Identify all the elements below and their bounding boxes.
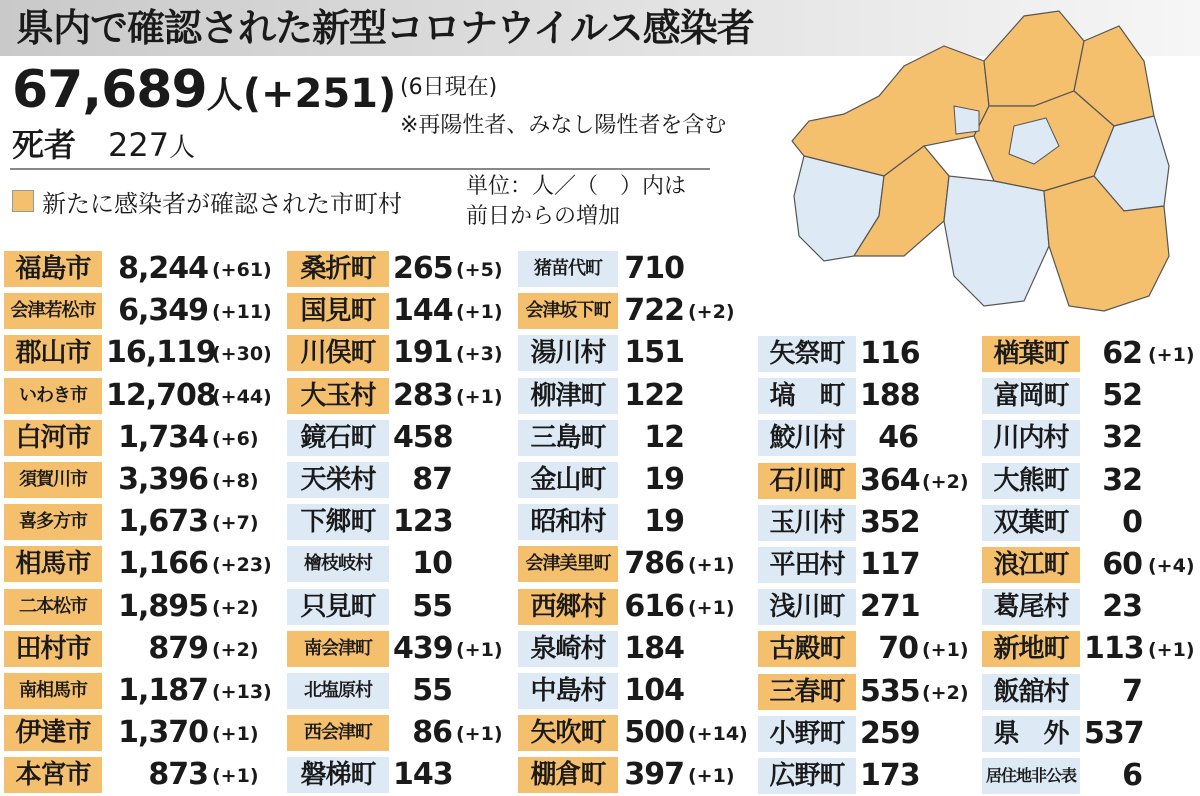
municipality-name: 湯川村: [518, 335, 618, 371]
case-count: 1,166: [118, 546, 208, 582]
municipality-row: [4, 545, 334, 583]
case-diff: (+1): [456, 385, 503, 408]
legend-label: 新たに感染者が確認された市町村: [42, 190, 402, 218]
municipality-name: 平田村: [758, 547, 856, 583]
page-title: 県内で確認された新型コロナウイルス感染者: [16, 6, 754, 50]
case-count: 1,673: [118, 504, 208, 540]
case-count: 1,187: [118, 673, 208, 708]
case-count: 16,119: [106, 335, 216, 371]
case-diff: (+4): [1148, 555, 1195, 577]
municipality-row: [518, 250, 848, 288]
municipality-name: 猪苗代町: [518, 251, 618, 287]
municipality-name: 大玉村: [287, 378, 389, 414]
municipality-name: 南会津町: [287, 631, 389, 667]
case-diff: (+1): [456, 723, 503, 746]
case-count: 191: [393, 335, 453, 371]
case-diff: (+1): [1148, 639, 1195, 662]
case-diff: (+5): [456, 259, 503, 281]
case-diff: (+23): [212, 554, 272, 577]
deaths-label: 死者: [12, 126, 77, 164]
case-count: 188: [860, 378, 920, 414]
municipality-name: 石川町: [758, 463, 856, 499]
case-count: 173: [860, 758, 920, 793]
municipality-name: 県 外: [982, 716, 1080, 752]
case-count: 6: [1122, 758, 1142, 793]
municipality-row: [982, 630, 1200, 668]
municipality-name: 柳津町: [518, 378, 618, 414]
case-count: 52: [1102, 378, 1142, 414]
case-diff: (+2): [922, 681, 969, 704]
total-unit: 人: [206, 75, 243, 116]
municipality-name: 相馬市: [4, 546, 102, 582]
municipality-name: 飯舘村: [982, 674, 1080, 710]
case-diff: (+6): [212, 427, 259, 450]
case-diff: (+1): [212, 765, 259, 788]
municipality-row: [982, 673, 1200, 711]
municipality-name: いわき市: [4, 378, 102, 414]
municipality-row: [4, 292, 334, 330]
case-diff: (+1): [688, 596, 735, 619]
municipality-name: 天栄村: [287, 462, 389, 498]
municipality-name: 三春町: [758, 674, 856, 710]
municipality-name: 国見町: [287, 293, 389, 329]
municipality-row: [518, 292, 848, 330]
municipality-row: [4, 461, 334, 499]
case-count: 397: [624, 757, 684, 793]
municipality-name: 須賀川市: [4, 462, 102, 498]
municipality-name: 三島町: [518, 420, 618, 456]
municipality-row: [982, 419, 1200, 457]
municipality-row: [982, 504, 1200, 542]
municipality-name: 西郷村: [518, 589, 618, 625]
municipality-name: 西会津町: [287, 715, 389, 751]
municipality-name: 塙 町: [758, 378, 856, 414]
municipality-row: [4, 588, 334, 626]
case-count: 184: [624, 630, 684, 666]
municipality-name: 大熊町: [982, 463, 1080, 499]
case-count: 123: [393, 504, 453, 540]
case-count: 122: [624, 377, 684, 413]
municipality-name: 下郷町: [287, 504, 389, 540]
municipality-row: [4, 250, 334, 288]
case-diff: (+44): [212, 385, 272, 408]
case-count: 710: [624, 251, 684, 286]
case-count: 879: [148, 630, 208, 666]
case-count: 722: [624, 293, 684, 329]
case-diff: (+11): [212, 301, 272, 324]
case-diff: (+1): [456, 301, 503, 324]
deaths-count: 227: [108, 126, 170, 164]
municipality-name: 葛尾村: [982, 589, 1080, 625]
case-count: 8,244: [118, 251, 208, 286]
case-count: 1,370: [118, 715, 208, 751]
municipality-name: 古殿町: [758, 631, 856, 667]
case-count: 3,396: [118, 462, 208, 497]
case-count: 439: [393, 630, 453, 666]
unit-note-line2: 前日からの増加: [466, 204, 621, 229]
case-count: 265: [393, 251, 453, 286]
legend-swatch: [12, 190, 34, 212]
municipality-name: 会津美里町: [518, 546, 618, 582]
case-count: 786: [624, 546, 684, 582]
municipality-row: [982, 715, 1200, 753]
municipality-row: [4, 419, 334, 457]
municipality-name: 中島村: [518, 673, 618, 709]
municipality-name: 南相馬市: [4, 673, 102, 709]
municipality-name: 福島市: [4, 251, 102, 287]
municipality-name: 桑折町: [287, 251, 389, 287]
case-count: 352: [860, 504, 920, 540]
count-note: ※再陽性者、みなし陽性者を含む: [400, 113, 727, 138]
municipality-name: 双葉町: [982, 505, 1080, 541]
map-region-lake: [954, 106, 979, 134]
case-count: 143: [393, 757, 453, 793]
municipality-name: 二本松市: [4, 589, 102, 625]
case-count: 46: [878, 420, 918, 456]
municipality-row: [982, 377, 1200, 415]
municipality-name: 広野町: [758, 758, 856, 794]
municipality-name: 白河市: [4, 420, 102, 456]
municipality-name: 金山町: [518, 462, 618, 498]
municipality-name: 富岡町: [982, 378, 1080, 414]
case-count: 535: [860, 673, 920, 709]
case-diff: (+14): [688, 723, 748, 746]
case-diff: (+13): [212, 681, 272, 703]
case-diff: (+7): [212, 512, 259, 535]
municipality-name: 浅川町: [758, 589, 856, 625]
case-count: 55: [412, 673, 452, 708]
municipality-row: [4, 503, 334, 541]
case-count: 60: [1102, 547, 1142, 582]
case-count: 19: [644, 462, 684, 497]
case-count: 364: [860, 462, 920, 498]
case-count: 616: [624, 588, 684, 624]
municipality-name: 川内村: [982, 420, 1080, 456]
case-count: 1,734: [118, 419, 208, 455]
case-count: 144: [393, 293, 453, 329]
case-count: 104: [624, 673, 684, 708]
municipality-name: 昭和村: [518, 504, 618, 540]
municipality-name: 小野町: [758, 716, 856, 752]
municipality-name: 只見町: [287, 589, 389, 625]
municipality-name: 会津若松市: [4, 293, 102, 329]
municipality-row: [982, 335, 1200, 373]
case-count: 259: [860, 715, 920, 751]
municipality-name: 川俣町: [287, 335, 389, 371]
deaths: [12, 120, 195, 166]
deaths-unit: 人: [169, 133, 196, 163]
case-count: 1,895: [118, 588, 208, 624]
municipality-row: [4, 630, 334, 668]
unit-note: [466, 172, 686, 232]
municipality-name: 会津坂下町: [518, 293, 618, 329]
case-diff: (+2): [212, 638, 259, 661]
case-count: 283: [393, 377, 453, 413]
municipality-row: [982, 546, 1200, 584]
municipality-name: 田村市: [4, 631, 102, 667]
case-diff: (+1): [1148, 344, 1195, 366]
municipality-name: 居住地非公表: [982, 758, 1080, 794]
case-count: 500: [624, 715, 684, 751]
municipality-row: [982, 462, 1200, 500]
municipality-name: 鮫川村: [758, 420, 856, 456]
municipality-name: 鏡石町: [287, 420, 389, 456]
municipality-name: 喜多方市: [4, 504, 102, 540]
case-diff: (+3): [456, 343, 503, 366]
case-count: 117: [860, 547, 920, 582]
case-diff: (+1): [688, 765, 735, 788]
case-count: 113: [1084, 631, 1144, 667]
municipality-name: 北塩原村: [287, 673, 389, 709]
total-count: 67,689: [12, 60, 207, 120]
municipality-name: 玉川村: [758, 505, 856, 541]
case-count: 151: [624, 335, 684, 371]
municipality-name: 磐梯町: [287, 757, 389, 793]
municipality-row: [4, 714, 334, 752]
case-count: 70: [878, 631, 918, 667]
case-count: 12,708: [106, 377, 216, 413]
municipality-row: [982, 757, 1200, 795]
case-count: 55: [412, 588, 452, 624]
case-count: 87: [412, 462, 452, 497]
municipality-row: [4, 334, 334, 372]
case-count: 0: [1122, 504, 1142, 540]
as-of-date: (6日現在): [400, 75, 498, 100]
case-count: 12: [644, 419, 684, 455]
map-region-kenpoku: [984, 11, 1084, 106]
municipality-name: 棚倉町: [518, 757, 618, 793]
case-count: 62: [1102, 336, 1142, 371]
municipality-name: 泉崎村: [518, 631, 618, 667]
case-count: 23: [1102, 589, 1142, 625]
case-count: 7: [1122, 673, 1142, 709]
case-count: 873: [148, 757, 208, 793]
case-count: 116: [860, 336, 920, 371]
municipality-name: 浪江町: [982, 547, 1080, 583]
case-diff: (+30): [212, 343, 272, 366]
case-count: 10: [412, 546, 452, 582]
case-count: 32: [1102, 420, 1142, 456]
municipality-row: [4, 672, 334, 710]
case-diff: (+2): [688, 301, 735, 324]
unit-note-line1: 単位：人／（ ）内は: [466, 174, 687, 199]
case-diff: (+61): [212, 259, 272, 281]
municipality-name: 本宮市: [4, 757, 102, 793]
municipality-name: 檜枝岐村: [287, 546, 389, 582]
municipality-name: 郡山市: [4, 335, 102, 371]
case-diff: (+2): [922, 470, 969, 493]
municipality-row: [982, 588, 1200, 626]
case-diff: (+1): [688, 554, 735, 577]
map-region-kennan: [944, 176, 1049, 306]
municipality-name: 矢祭町: [758, 336, 856, 372]
municipality-name: 新地町: [982, 631, 1080, 667]
case-diff: (+8): [212, 470, 259, 492]
municipality-row: [4, 377, 334, 415]
case-diff: (+1): [456, 638, 503, 661]
municipality-name: 矢吹町: [518, 715, 618, 751]
municipality-name: 伊達市: [4, 715, 102, 751]
total-cases: [12, 60, 396, 120]
case-diff: (+1): [212, 723, 259, 746]
case-count: 458: [393, 419, 453, 455]
total-diff: (+251): [242, 71, 397, 117]
case-count: 86: [412, 715, 452, 751]
municipality-name: 楢葉町: [982, 336, 1080, 372]
case-count: 32: [1102, 462, 1142, 498]
case-count: 537: [1084, 715, 1144, 751]
case-count: 6,349: [118, 293, 208, 329]
case-count: 19: [644, 504, 684, 540]
divider: [10, 168, 710, 170]
case-diff: (+1): [922, 639, 969, 662]
case-count: 271: [860, 589, 920, 625]
case-diff: (+2): [212, 596, 259, 619]
